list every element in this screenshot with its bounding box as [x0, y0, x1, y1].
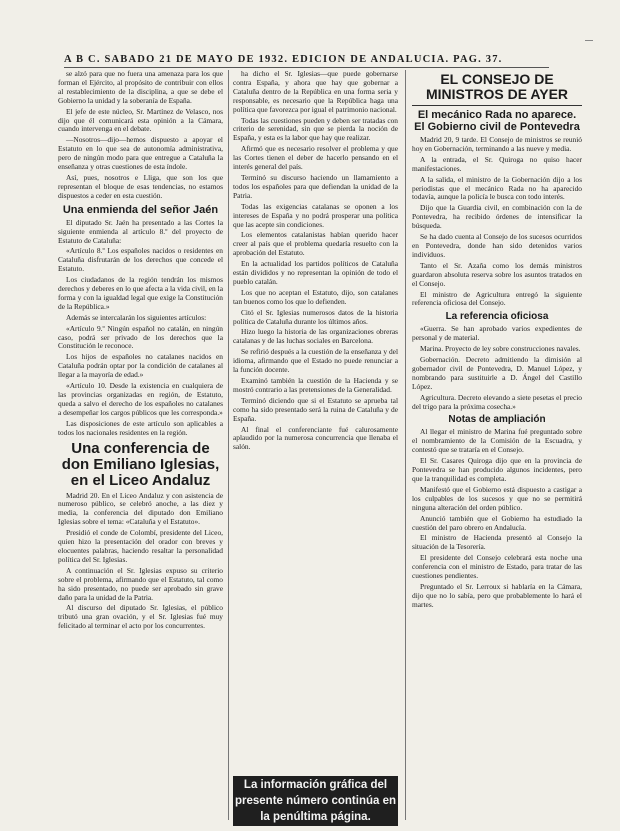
headline-notas: Notas de ampliación	[448, 414, 546, 426]
paragraph: Terminó su discurso haciendo un llamamiento a todos los españoles para que defiendan la unidad de la Patria.	[233, 172, 398, 200]
paragraph: El Sr. Casares Quiroga dijo que en la provincia de Pontevedra se han producido algunos incidentes, pero que la tranquilidad es completa.	[412, 456, 582, 483]
paragraph: El presidente del Consejo celebrará esta noche una conferencia con el ministro de Estado, para tratar de las cuestiones pendientes.	[412, 553, 582, 581]
headline-referencia: La referencia oficiosa	[445, 311, 549, 323]
column-1	[58, 70, 223, 820]
paragraph: El ministro de Hacienda presentó al Consejo la situación de la Tesorería.	[412, 533, 582, 552]
column-2	[233, 70, 398, 775]
paragraph: A la salida, el ministro de la Gobernación dijo a los periodistas que el mecánico Rada no ha aparecido todavía, aunque la policía le busca con todo interés.	[412, 174, 582, 202]
paragraph: Anunció también que el Gobierno ha estudiado la cuestión del paro obrero en Andalucía.	[412, 513, 582, 532]
column-rule-2	[405, 70, 406, 820]
paragraph: ha dicho el Sr. Iglesias—que puede gobernarse contra España, y ahora que hay que gobernar a Cataluña dentro de la República en una forma seria y responsable, es necesario que la República haga una política que favorezca por igual el patrimonio nacional.	[233, 70, 398, 114]
paragraph: Los ciudadanos de la región tendrán los mismos derechos y deberes en lo que afecta a la vida civil, en la forma y con la igualdad legal que exige la Constitución de la República.»	[58, 275, 223, 311]
paragraph: Además se intercalarán los siguientes artículos:	[66, 312, 207, 322]
paragraph: Madrid 20. En el Liceo Andaluz y con asistencia de numeroso público, se celebró anoche, a las diez y media, la conferencia del diputado don Emiliano Iglesias sobre el tema: «Cataluña y el Estatuto».	[58, 490, 223, 527]
paragraph: Examinó también la cuestión de la Hacienda y se mostró contrario a las pretensiones de la Generalidad.	[233, 376, 398, 394]
paragraph: Terminó diciendo que si el Estatuto se aprueba tal como ha sido presentado será la ruina de Cataluña y de España.	[233, 395, 398, 423]
paragraph: Afirmó que es necesario resolver el problema y que las Cortes tienen el deber de hacerlo pensando en el interés general del país.	[233, 144, 398, 172]
paragraph: Agricultura. Decreto elevando a siete pesetas el precio del trigo para la próxima cosecha.»	[412, 392, 582, 411]
paragraph: Madrid 20, 9 tarde. El Consejo de ministros se reunió hoy en Gobernación, terminando a las nueve y media.	[412, 135, 582, 153]
paragraph: Hizo luego la historia de las organizaciones obreras catalanas y de las luchas sociales en Barcelona.	[233, 327, 398, 346]
column-rule-1	[228, 70, 229, 820]
paragraph: Marina. Proyecto de ley sobre construcciones navales.	[420, 344, 581, 354]
headline-rada: El mecánico Rada no aparece. El Gobierno civil de Pontevedra	[414, 109, 580, 133]
corner-mark	[585, 40, 593, 41]
info-box: La información gráfica del presente número continúa en la penúltima página.	[233, 776, 398, 826]
paragraph: Así, pues, nosotros e Lliga, que son los que representan el bloque de esas tendencias, no estamos dispuestos a ceder en esta cuestión.	[58, 172, 223, 200]
paragraph: «Artículo 8.º Los españoles nacidos o residentes en Cataluña disfrutarán de los derechos que concede el Estatuto.	[58, 246, 223, 274]
paragraph: «Artículo 10. Desde la existencia en cualquiera de las provincias organizadas en región, de Estatuto, queda a salvo el derecho de los españoles no catalanes a desempeñar los cargos públicos que les corresponda.»	[58, 381, 223, 417]
paragraph: —Nosotros—dijo—hemos dispuesto a apoyar el Estatuto en lo que sea de autonomía administrativa, pero de ningún modo para que entregue a Cataluña la enseñanza y otras cuestiones de esta índole.	[58, 135, 223, 172]
paragraph: «Guerra. Se han aprobado varios expedientes de personal y de material.	[412, 324, 582, 343]
paragraph: Todas las exigencias catalanas se oponen a los intereses de España y no podrá prosperar una política que las acepte sin condiciones.	[233, 201, 398, 229]
paragraph: El ministro de Agricultura entregó la siguiente referencia oficiosa del Consejo.	[412, 289, 582, 308]
headline-consejo: EL CONSEJO DE MINISTROS DE AYER	[412, 72, 582, 106]
column-3	[412, 70, 582, 820]
paragraph: Se ha dado cuenta al Consejo de los sucesos ocurridos en Pontevedra, donde han sido detenidos varios individuos.	[412, 232, 582, 259]
paragraph: Manifestó que el Gobierno está dispuesto a castigar a los culpables de los sucesos y que no se permitirá ninguna alteración del orden público.	[412, 484, 582, 512]
paragraph: Las disposiciones de este artículo son aplicables a todos los nacionales residentes en la región.	[58, 418, 223, 437]
paragraph: El diputado Sr. Jaén ha presentado a las Cortes la siguiente enmienda al artículo 8.º del proyecto de Estatuto de Cataluña:	[58, 217, 223, 245]
paragraph: Al discurso del diputado Sr. Iglesias, el público tributó una gran ovación, y el Sr. Iglesias fué muy felicitado al terminar el acto por los concurrentes.	[58, 603, 223, 631]
paragraph: Los que no aceptan el Estatuto, dijo, son catalanes tan buenos como los que lo defienden.	[233, 287, 398, 306]
paragraph: Los hijos de españoles no catalanes nacidos en Cataluña podrán optar por la condición de catalanes al llegar a la mayoría de edad.»	[58, 352, 223, 380]
paragraph: Citó el Sr. Iglesias numerosos datos de la historia política de Cataluña durante los últimos años.	[233, 307, 398, 326]
headline-enmienda: Una enmienda del señor Jaén	[62, 203, 219, 216]
paragraph: Se refirió después a la cuestión de la enseñanza y del idioma, afirmando que el Estado no puede renunciar a la función docente.	[233, 347, 398, 375]
paragraph: Tanto el Sr. Azaña como los demás ministros guardaron absoluta reserva sobre los asuntos tratados en el Consejo.	[412, 260, 582, 288]
paragraph: se alzó para que no fuera una amenaza para los que forman el Ejército, al propósito de contribuir con ellos al restablecimiento de la disciplina, a que se debe el Gobierno la unidad y la soberanía de España.	[58, 70, 223, 105]
paragraph: Presidió el conde de Colombí, presidente del Liceo, quien hizo la presentación del orador con breves y elocuentes palabras, haciendo resaltar la personalidad política del Sr. Iglesias.	[58, 528, 223, 564]
paragraph: Al llegar el ministro de Marina fué preguntado sobre el nombramiento de la Comisión de la Escuadra, y contestó que se trataría en el Consejo.	[412, 427, 582, 455]
paragraph: En la actualidad los partidos políticos de Cataluña están divididos y no representan la opinión de todo el pueblo catalán.	[233, 259, 398, 286]
paragraph: Preguntado el Sr. Lerroux si hablaría en la Cámara, dijo que no lo sabía, pero que probablemente lo hará el martes.	[412, 581, 582, 609]
paragraph: Al final el conferenciante fué calurosamente aplaudido por la numerosa concurrencia que llenaba el salón.	[233, 424, 398, 452]
paragraph: A la entrada, el Sr. Quiroga no quiso hacer manifestaciones.	[412, 154, 582, 173]
headline-conferencia: Una conferencia de don Emiliano Iglesias, en el Liceo Andaluz	[61, 439, 220, 489]
paragraph: Dijo que la Guardia civil, en combinación con la de Pontevedra, ha recibido órdenes de intensificar la búsqueda.	[412, 203, 582, 231]
paragraph: Todas las cuestiones pueden y deben ser tratadas con criterio de serenidad, sin que se pierda la noción de España, y esta es la labor que hay que realizar.	[233, 115, 398, 143]
paragraph: Los elementos catalanistas habían querido hacer creer al país que el problema quedaría resuelto con la aprobación del Estatuto.	[233, 230, 398, 258]
paragraph: «Artículo 9.º Ningún español no catalán, en ningún caso, podrá ser privado de los derechos que la Constitución le reconoce.	[58, 323, 223, 351]
page-header: A B C. SABADO 21 DE MAYO DE 1932. EDICION DE ANDALUCIA. PAG. 37.	[64, 54, 549, 68]
paragraph: A continuación el Sr. Iglesias expuso su criterio sobre el problema, afirmando que el Estatuto, tal como ha sido presentado, no puede ser aprobado sin grave daño para la unidad de la Patria.	[58, 565, 223, 602]
paragraph: El jefe de este núcleo, Sr. Martínez de Velasco, nos dijo que él comunicará esta opinión a la Cámara, cuando intervenga en el debate.	[58, 106, 223, 134]
paragraph: Gobernación. Decreto admitiendo la dimisión al gobernador civil de Pontevedra, D. Manuel López, y nombrando para sustituirle a D. Ángel del Castillo López.	[412, 355, 582, 391]
